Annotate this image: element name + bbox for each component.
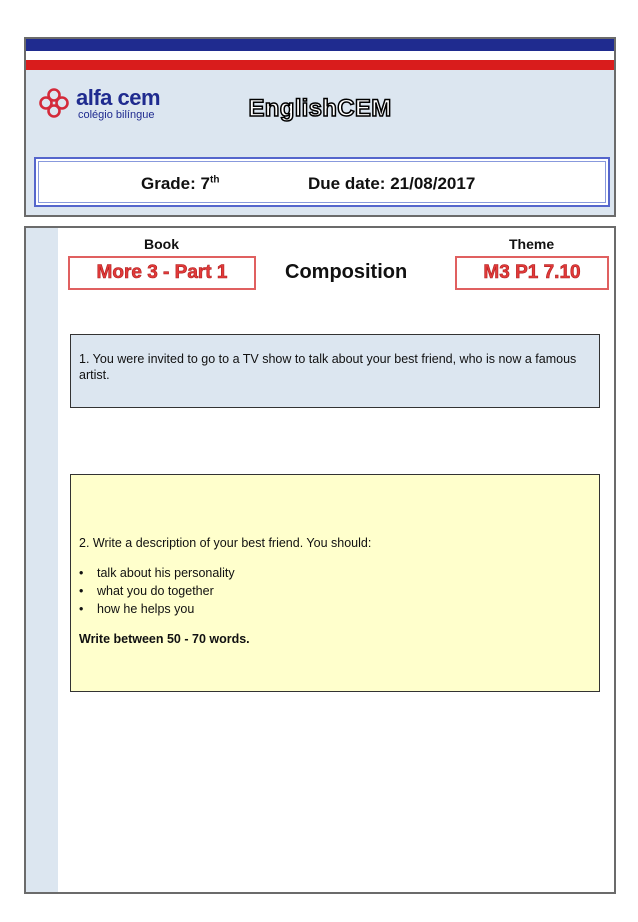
- task-1-box: [70, 334, 600, 408]
- grade-value: 7: [200, 174, 210, 193]
- due-date-label: Due date:: [308, 174, 386, 193]
- bullet-icon: •: [79, 602, 84, 616]
- task-1-text: 1. You were invited to go to a TV show to talk about your best friend, who is now a famous artist.: [79, 352, 577, 382]
- word-limit: Write between 50 - 70 words.: [79, 632, 250, 646]
- theme-label: Theme: [509, 236, 555, 252]
- due-date-line: [308, 174, 475, 194]
- task-2-box: [70, 474, 600, 692]
- theme-box: [455, 256, 609, 290]
- flag-stripe-blue: [26, 39, 614, 51]
- bullet-icon: •: [79, 566, 84, 580]
- content-panel: [24, 226, 616, 894]
- theme-value: M3 P1 7.10: [483, 262, 581, 283]
- list-item: [79, 565, 591, 581]
- book-label: Book: [144, 236, 179, 252]
- grade-label: Grade:: [141, 174, 196, 193]
- grade-line: [141, 174, 219, 194]
- book-value: More 3 - Part 1: [96, 262, 228, 283]
- flag-stripe-white: [26, 51, 614, 60]
- book-box: [68, 256, 256, 290]
- list-item: [79, 583, 591, 599]
- bullet-icon: •: [79, 584, 84, 598]
- list-item-text: talk about his personality: [97, 566, 235, 580]
- grade-suffix: th: [210, 174, 220, 186]
- page-title: EnglishCEM: [248, 95, 392, 122]
- list-item-text: how he helps you: [97, 602, 195, 616]
- assignment-type: Composition: [285, 261, 408, 283]
- logo-subtitle: colégio bilíngue: [78, 109, 155, 121]
- flag-stripe-red: [26, 60, 614, 70]
- due-date-value: 21/08/2017: [390, 174, 476, 193]
- task-2-intro: 2. Write a description of your best friend. You should:: [79, 536, 372, 550]
- header-panel: [24, 37, 616, 217]
- list-item: [79, 601, 591, 617]
- info-box: [34, 157, 610, 207]
- list-item-text: what you do together: [97, 584, 214, 598]
- task-2-bullet-list: [79, 565, 591, 617]
- logo-name: alfa cem: [76, 85, 161, 110]
- side-strip: [26, 228, 58, 892]
